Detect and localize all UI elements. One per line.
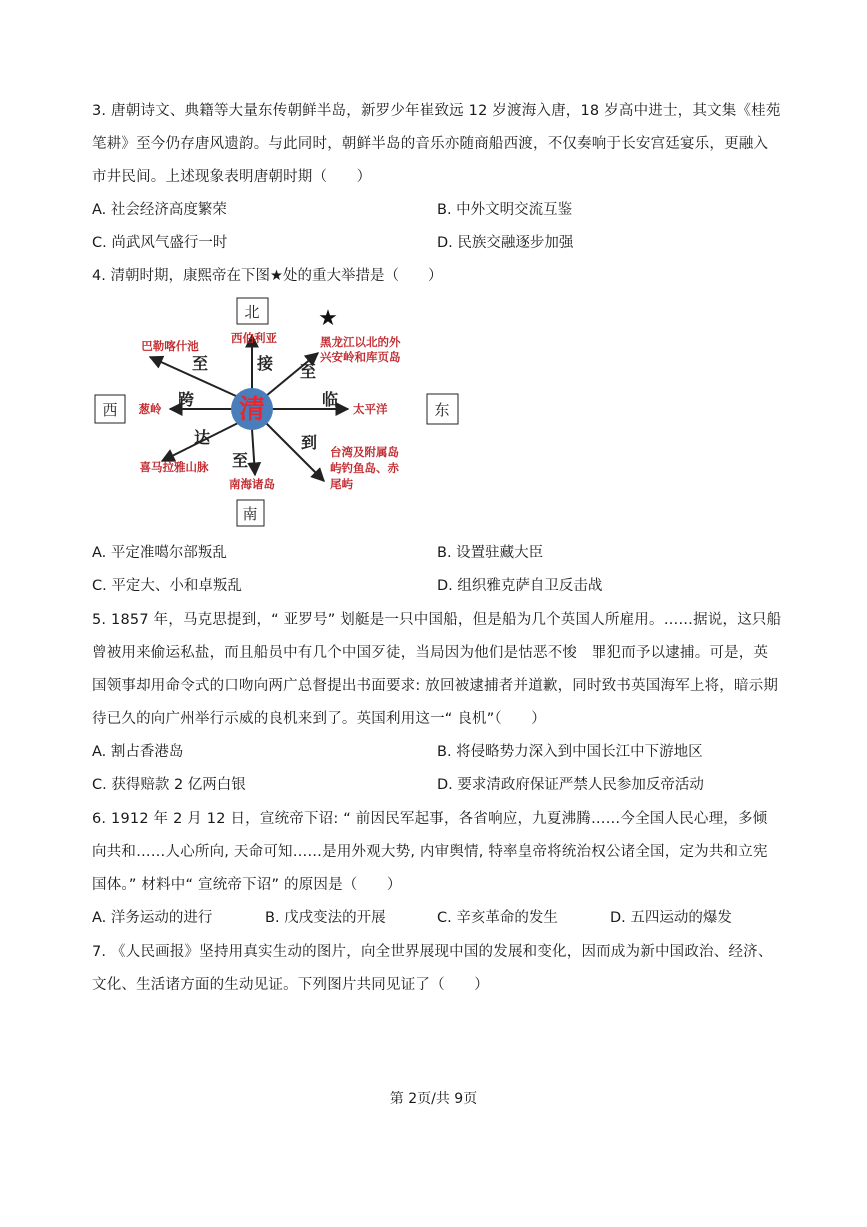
label-ximalaya: 喜马拉雅山脉: [139, 460, 209, 474]
label-taiwan-1: 台湾及附属岛: [330, 445, 399, 459]
qing-center-label: 清: [238, 395, 266, 425]
q5-option-c[interactable]: C. 获得赔款 2 亿两白银: [92, 777, 246, 793]
q3-option-d[interactable]: D. 民族交融逐步加强: [437, 235, 574, 251]
page-footer: 第 2页/共 9页: [389, 1091, 478, 1107]
label-heilongjiang-2: 兴安岭和库页岛: [320, 350, 401, 364]
q5-option-b[interactable]: B. 将侵略势力深入到中国长江中下游地区: [437, 744, 703, 760]
label-congling: 葱岭: [138, 402, 162, 416]
verb-lin: 临: [321, 390, 339, 409]
south-label: 南: [242, 505, 258, 523]
question-5-stem: 5. 1857 年，马克思提到，“ 亚罗号” 划艇是一只中国船，但是船为几个英国人所雇用。……据说，这只船曾被用来偷运私盐，而且船员中有几个中国歹徒，当局因为他们是怙恶不悛 罪犯而予以逮捕。可是，英国领事却用命令式的口吻向两广总督提出书面要求: 放回被逮捕者并道歉，同时致书英国海军上将，暗示期待已久的向广州举行示威的良机来到了。英国利用这一“ 良机”（ ）: [92, 612, 782, 727]
q5-option-a[interactable]: A. 割占香港岛: [92, 744, 184, 760]
verb-dao: 到: [300, 433, 318, 452]
label-taiwan-3: 尾屿: [330, 477, 353, 491]
q6-option-c[interactable]: C. 辛亥革命的发生: [437, 910, 558, 926]
q6-option-d[interactable]: D. 五四运动的爆发: [610, 910, 732, 926]
verb-zhi-s: 至: [231, 451, 249, 470]
question-7-stem: 7. 《人民画报》坚持用真实生动的图片，向全世界展现中国的发展和变化，因而成为新中国政治、经济、文化、生活诸方面的生动见证。下列图片共同见证了（ ）: [92, 944, 773, 993]
star-icon: ★: [318, 306, 338, 331]
q4-option-d[interactable]: D. 组织雅克萨自卫反击战: [437, 578, 603, 594]
label-taipingyang: 太平洋: [353, 402, 388, 416]
arrow-southeast: [266, 423, 324, 481]
label-taiwan-2: 屿钓鱼岛、赤: [330, 461, 399, 475]
arrow-south: [252, 429, 255, 475]
q6-option-b[interactable]: B. 戊戌变法的开展: [265, 910, 386, 926]
q4-option-c[interactable]: C. 平定大、小和卓叛乱: [92, 578, 242, 594]
verb-zhi-ne: 至: [299, 362, 317, 381]
verb-zhi-nw: 至: [191, 354, 209, 373]
question-6-stem: 6. 1912 年 2 月 12 日，宣统帝下诏: “ 前因民军起事，各省响应，九夏沸腾……今全国人民心理，多倾向共和……人心所向, 天命可知……是用外观大势, 内审舆情, 特率皇帝将统治权公诸全国，定为共和立宪国体。” 材料中“ 宣统帝下诏” 的原因是（ ）: [92, 811, 768, 893]
q4-option-b[interactable]: B. 设置驻藏大臣: [437, 545, 544, 561]
verb-da: 达: [193, 428, 211, 447]
q3-option-b[interactable]: B. 中外文明交流互鉴: [437, 202, 573, 218]
q6-option-a[interactable]: A. 洋务运动的进行: [92, 910, 213, 926]
verb-jie: 接: [256, 354, 274, 373]
label-xiboliya: 西伯利亚: [231, 331, 277, 345]
east-label: 东: [434, 401, 450, 419]
qing-territory-diagram: [0, 295, 867, 535]
question-4-stem: 4. 清朝时期，康熙帝在下图★处的重大举措是（ ）: [92, 268, 443, 284]
q3-option-a[interactable]: A. 社会经济高度繁荣: [92, 202, 227, 218]
label-balekashi: 巴勒喀什池: [141, 339, 199, 353]
question-3-stem: 3. 唐朝诗文、典籍等大量东传朝鲜半岛，新罗少年崔致远 12 岁渡海入唐，18 岁高中进士，其文集《桂苑笔耕》至今仍存唐风遗韵。与此同时，朝鲜半岛的音乐亦随商船西渡，不仅奏响于长安宫廷宴乐，更融入市井民间。上述现象表明唐朝时期（ ）: [92, 103, 781, 185]
label-heilongjiang-1: 黑龙江以北的外: [320, 335, 401, 349]
q4-option-a[interactable]: A. 平定准噶尔部叛乱: [92, 545, 227, 561]
verb-kua: 跨: [177, 390, 195, 409]
west-label: 西: [102, 401, 118, 419]
q5-option-d[interactable]: D. 要求清政府保证严禁人民参加反帝活动: [437, 777, 704, 793]
q3-option-c[interactable]: C. 尚武风气盛行一时: [92, 235, 228, 251]
north-label: 北: [244, 303, 260, 321]
label-nanhai: 南海诸岛: [229, 477, 275, 491]
